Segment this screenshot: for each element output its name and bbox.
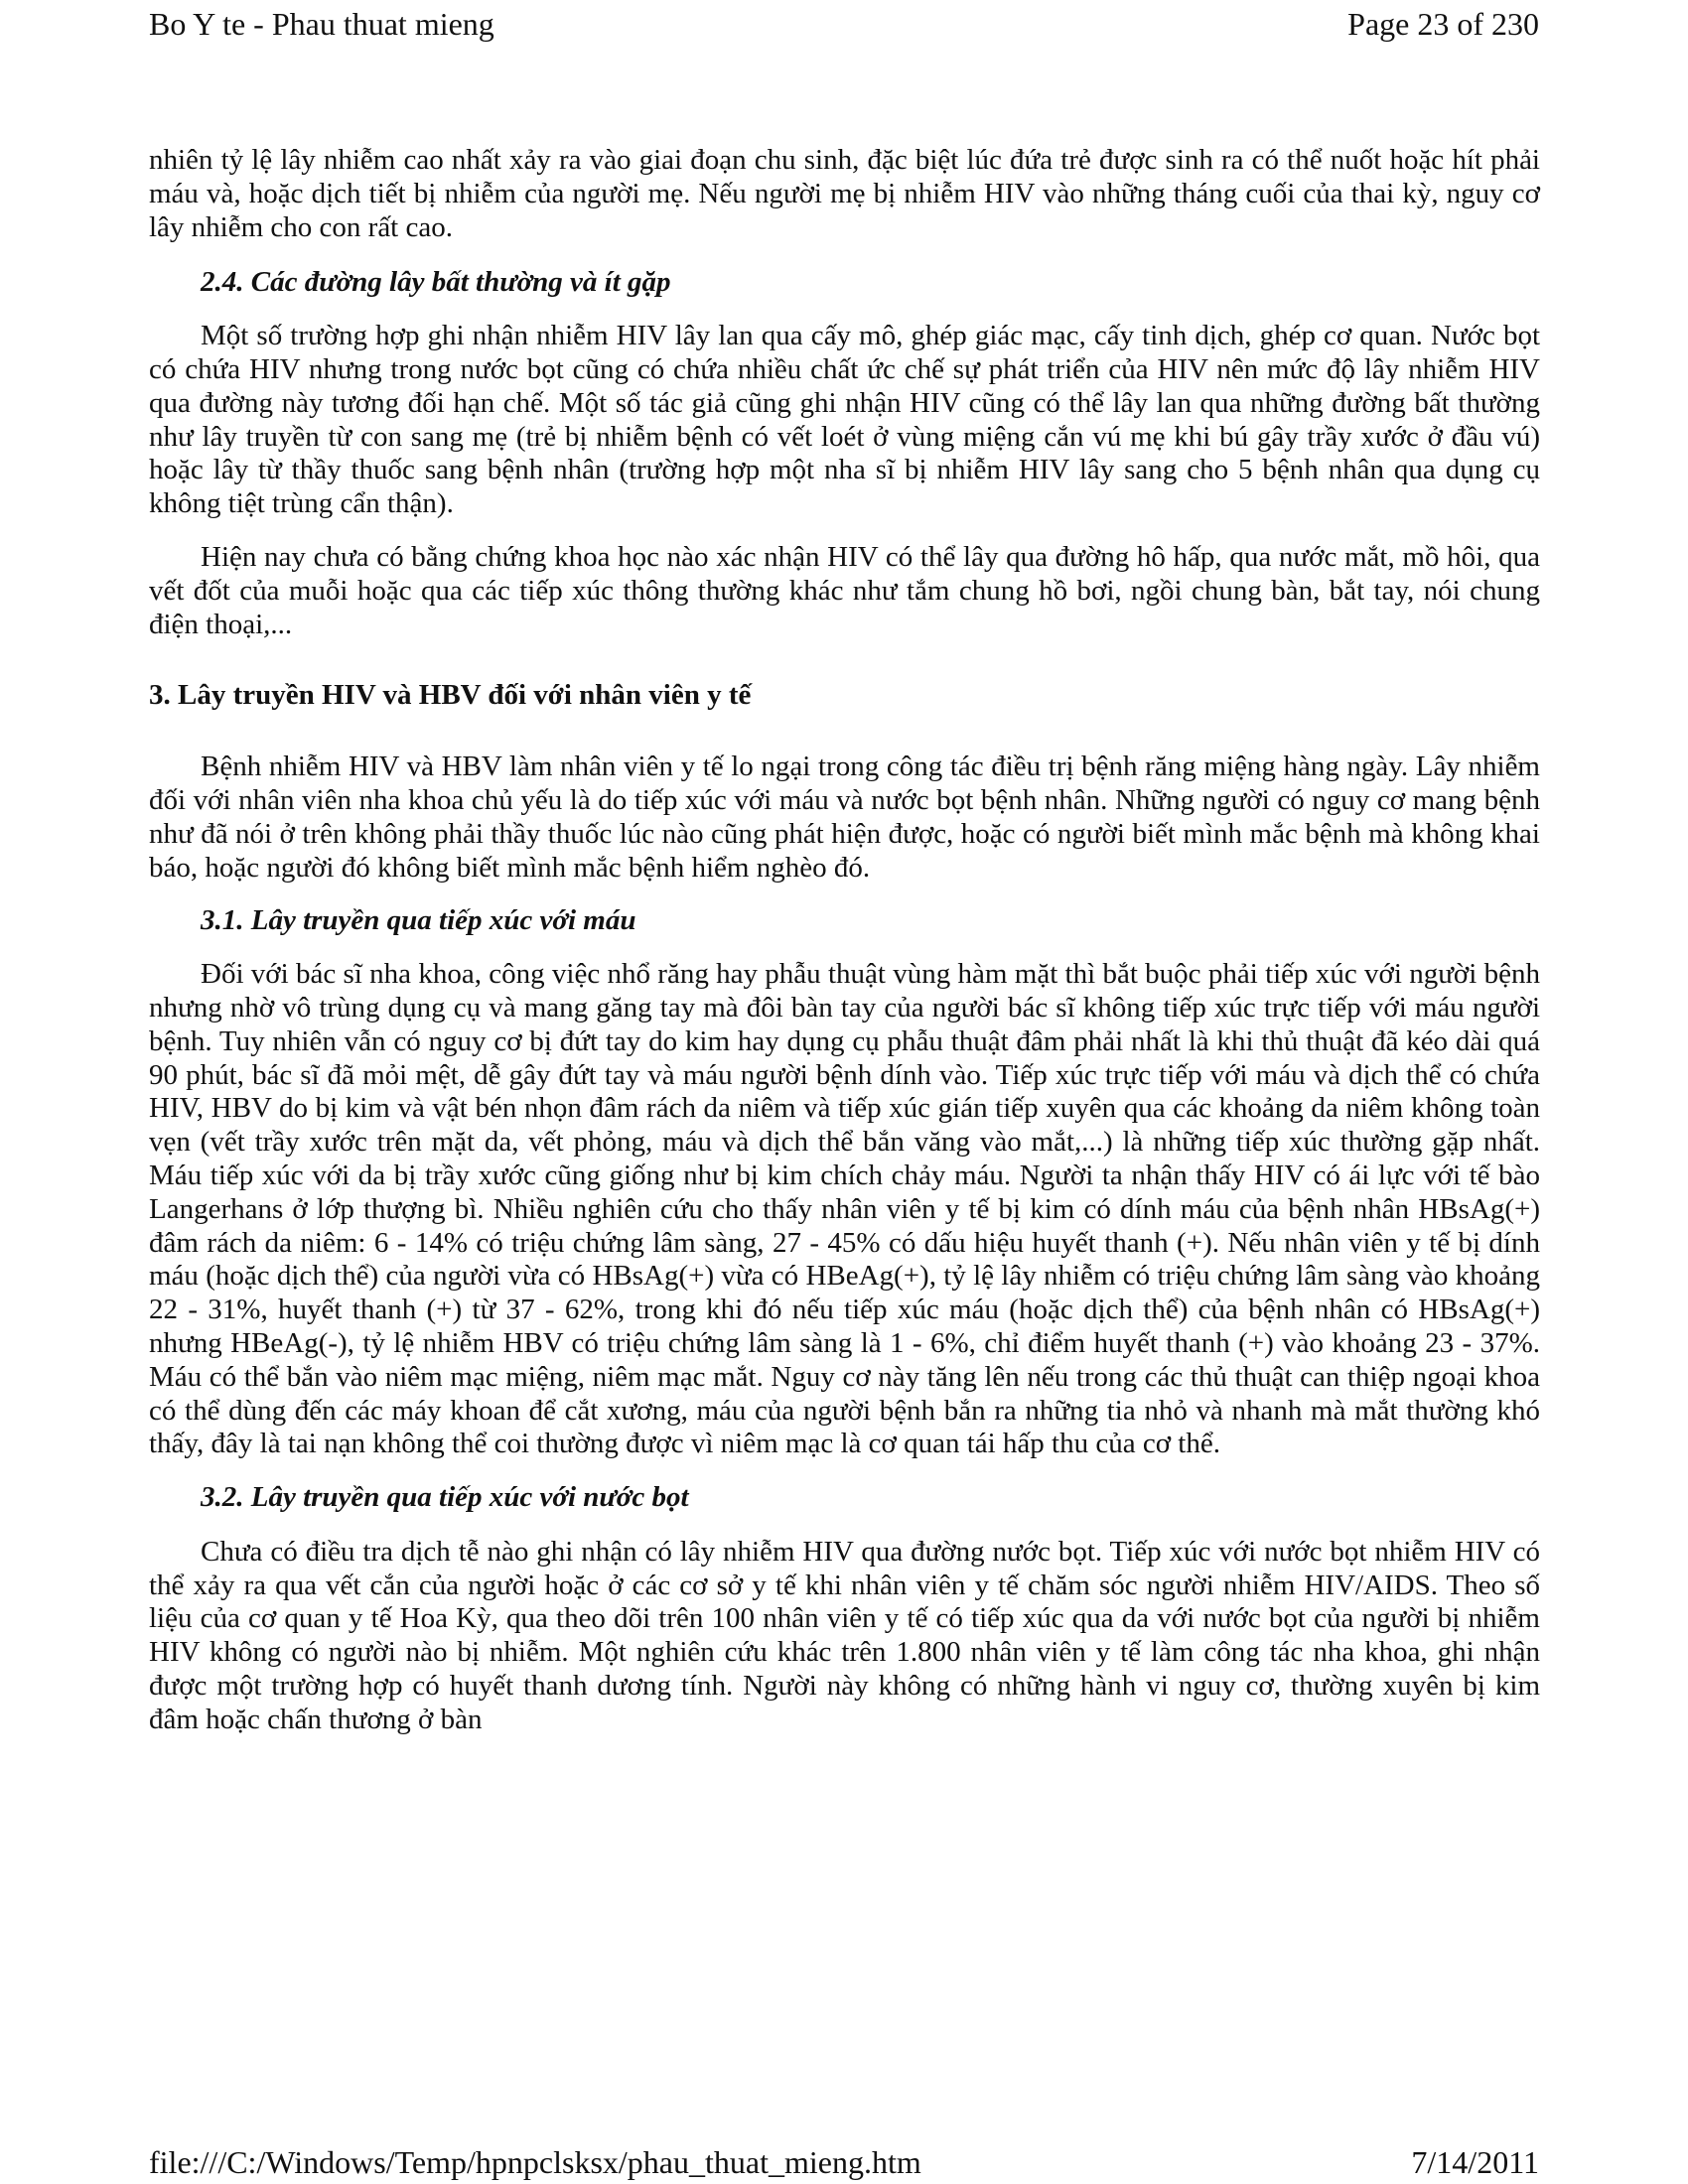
paragraph-perinatal: nhiên tỷ lệ lây nhiễm cao nhất xảy ra vào giai đoạn chu sinh, đặc biệt lúc đứa trẻ được sinh ra có thể nuốt hoặc hít phải máu và, hoặc dịch tiết bị nhiễm của người mẹ. Nếu người mẹ bị nhiễm HIV vào những tháng cuối của thai kỳ, nguy cơ lây nhiễm cho con rất cao. bbox=[149, 144, 1540, 243]
paragraph-health-workers: Bệnh nhiễm HIV và HBV làm nhân viên y tế lo ngại trong công tác điều trị bệnh răng miệng hàng ngày. Lây nhiễm đối với nhân viên nha khoa chủ yếu là do tiếp xúc với máu và nước bọt bệnh nhân. Những người có nguy cơ mang bệnh như đã nói ở trên không phải thầy thuốc lúc nào cũng phát hiện được, hoặc có người biết mình mắc bệnh mà không khai báo, hoặc người đó không biết mình mắc bệnh hiểm nghèo đó. bbox=[149, 751, 1540, 884]
paragraph-unusual-routes: Một số trường hợp ghi nhận nhiễm HIV lây lan qua cấy mô, ghép giác mạc, cấy tinh dịch, ghép cơ quan. Nước bọt có chứa HIV nhưng trong nước bọt cũng có chứa nhiều chất ức chế sự phát triển của HIV nên mức độ lây nhiễm HIV qua đường này tương đối hạn chế. Một số tác giả cũng ghi nhận HIV cũng có thể lây lan qua những đường bất thường như lây truyền từ con sang mẹ (trẻ bị nhiễm bệnh có vết loét ở vùng miệng cắn vú mẹ khi bú gây trầy xước ở đầu vú) hoặc lây từ thầy thuốc sang bệnh nhân (trường hợp một nha sĩ bị nhiễm HIV lây sang cho 5 bệnh nhân qua dụng cụ không tiệt trùng cẩn thận). bbox=[149, 320, 1540, 520]
heading-2-4: 2.4. Các đường lây bất thường và ít gặp bbox=[201, 266, 671, 299]
print-footer bbox=[149, 2140, 1539, 2184]
document-body bbox=[149, 144, 1540, 1737]
heading-3: 3. Lây truyền HIV và HBV đối với nhân viên y tế bbox=[149, 679, 752, 712]
heading-3-1: 3.1. Lây truyền qua tiếp xúc với máu bbox=[201, 904, 636, 937]
paragraph-saliva-contact: Chưa có điều tra dịch tễ nào ghi nhận có lây nhiễm HIV qua đường nước bọt. Tiếp xúc với nước bọt nhiễm HIV có thể xảy ra qua vết cắn của người hoặc ở các cơ sở y tế khi nhân viên y tế chăm sóc người nhiễm HIV/AIDS. Theo số liệu của cơ quan y tế Hoa Kỳ, qua theo dõi trên 100 nhân viên y tế có tiếp xúc qua da với nước bọt của người bị nhiễm HIV không có người nào bị nhiễm. Một nghiên cứu khác trên 1.800 nhân viên y tế làm công tác nha khoa, ghi nhận được một trường hợp có huyết thanh dương tính. Người này không có những hành vi nguy cơ, thường xuyên bị kim đâm hoặc chấn thương ở bàn bbox=[149, 1535, 1540, 1735]
page-number: Page 23 of 230 bbox=[1347, 6, 1539, 42]
print-date: 7/14/2011 bbox=[1411, 2144, 1539, 2180]
document-title: Bo Y te - Phau thuat mieng bbox=[149, 6, 494, 42]
heading-3-2: 3.2. Lây truyền qua tiếp xúc với nước bọt bbox=[201, 1481, 689, 1514]
file-path: file:///C:/Windows/Temp/hpnpclsksx/phau_thuat_mieng.htm bbox=[149, 2144, 921, 2180]
paragraph-no-evidence: Hiện nay chưa có bằng chứng khoa học nào xác nhận HIV có thể lây qua đường hô hấp, qua nước mắt, mồ hôi, qua vết đốt của muỗi hoặc qua các tiếp xúc thông thường khác như tắm chung hồ bơi, ngồi chung bàn, bắt tay, nói chung điện thoại,... bbox=[149, 540, 1540, 640]
paragraph-blood-contact: Đối với bác sĩ nha khoa, công việc nhổ răng hay phẫu thuật vùng hàm mặt thì bắt buộc phải tiếp xúc với người bệnh nhưng nhờ vô trùng dụng cụ và mang găng tay mà đôi bàn tay của người bác sĩ không tiếp xúc trực tiếp với máu người bệnh. Tuy nhiên vẫn có nguy cơ bị đứt tay do kim hay dụng cụ phẫu thuật đâm phải nhất là khi thủ thuật đã kéo dài quá 90 phút, bác sĩ đã mỏi mệt, dễ gây đứt tay và máu người bệnh dính vào. Tiếp xúc trực tiếp với máu và dịch thể có chứa HIV, HBV do bị kim và vật bén nhọn đâm rách da niêm và tiếp xúc gián tiếp xuyên qua các khoảng da niêm không toàn vẹn (vết trầy xước trên mặt da, vết phỏng, máu và dịch thể bắn văng vào mắt,...) là những tiếp xúc thường gặp nhất. Máu tiếp xúc với da bị trầy xước cũng giống như bị kim chích chảy máu. Người ta nhận thấy HIV có ái lực với tế bào Langerhans ở lớp thượng bì. Nhiều nghiên cứu cho thấy nhân viên y tế bị kim có dính máu của bệnh nhân HBsAg(+) đâm rách da niêm: 6 - 14% có triệu chứng lâm sàng, 27 - 45% có dấu hiệu huyết thanh (+). Nếu nhân viên y tế bị dính máu (hoặc dịch thể) của người vừa có HBsAg(+) vừa có HBeAg(+), tỷ lệ lây nhiễm có triệu chứng lâm sàng vào khoảng 22 - 31%, huyết thanh (+) từ 37 - 62%, trong khi đó nếu tiếp xúc máu (hoặc dịch thể) của bệnh nhân có HBsAg(+) nhưng HBeAg(-), tỷ lệ nhiễm HBV có triệu chứng lâm sàng là 1 - 6%, chỉ điểm huyết thanh (+) vào khoảng 23 - 37%. Máu có thể bắn vào niêm mạc miệng, niêm mạc mắt. Nguy cơ này tăng lên nếu trong các thủ thuật can thiệp ngoại khoa có thể dùng đến các máy khoan để cắt xương, máu của người bệnh bắn ra những tia nhỏ và nhanh mà mắt thường khó thấy, đây là tai nạn không thể coi thường được vì niêm mạc là cơ quan tái hấp thu của cơ thể. bbox=[149, 958, 1540, 1460]
print-header bbox=[149, 4, 1539, 44]
